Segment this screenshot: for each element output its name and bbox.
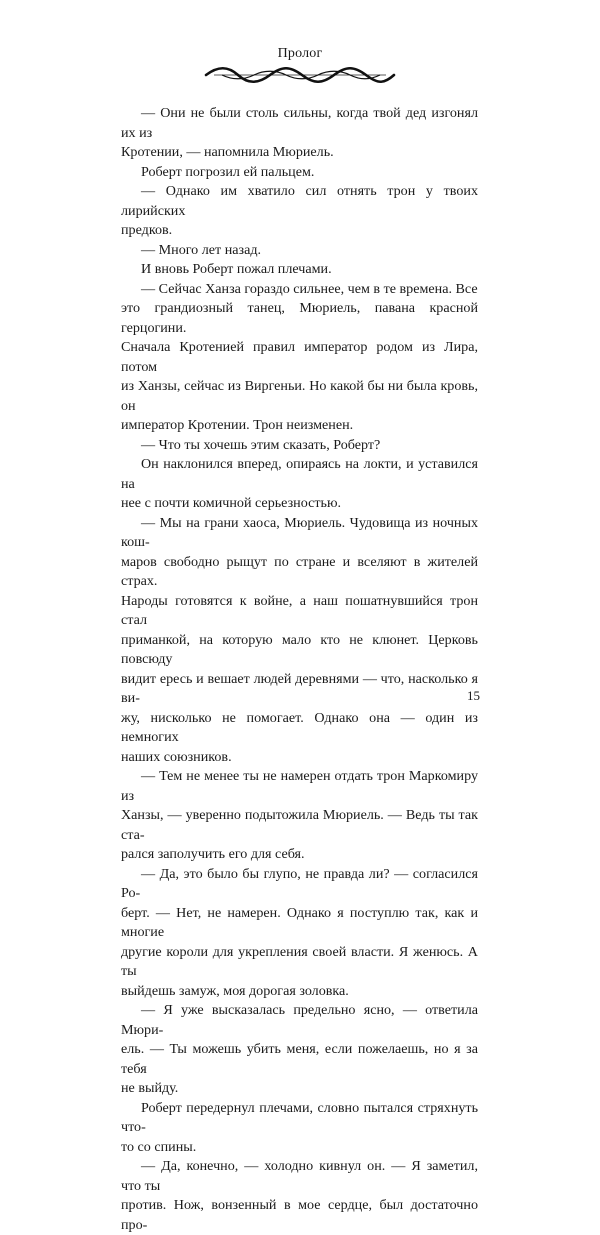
paragraph: Роберт погрозил ей пальцем. (141, 163, 315, 180)
paragraph: — Мы на грани хаоса, Мюриель. Чудовища из ночных кош- маров свободно рыщут по стране и вселяют в жителей страх. Народы готовятся к войне, а наш пошатнувшийся трон стал приманкой, на которую мало кто не клюнет. Церковь повсюду видит ересь и вешает людей деревнями — что, насколько я ви- жу, нисколько не помогает. Однако она — один из немногих наших союзников. (121, 514, 478, 765)
paragraph: Он наклонился вперед, опираясь на локти, и уставился на нее с почти комичной серьезностью. (121, 456, 478, 511)
paragraph: И вновь Роберт пожал плечами. (141, 261, 332, 277)
paragraph: — Тем не менее ты не намерен отдать трон Маркомиру из Ханзы, — уверенно подытожила Мюриель. — Ведь ты так ста- рался заполучить его для себя. (121, 768, 478, 862)
paragraph: — Что ты хочешь этим сказать, Роберт? (141, 436, 381, 453)
paragraph: — Однако им хватило сил отнять трон у твоих лирийских предков. (121, 183, 478, 238)
body-text (121, 104, 478, 1235)
paragraph: — Сейчас Ханза гораздо сильнее, чем в те времена. Все это грандиозный танец, Мюриель, павана красной герцогини. Сначала Кротенией правил император родом из Лира, потом из Ханзы, сейчас из Виргеньи. Но какой бы ни была кровь, он император Кротении. Трон неизменен. (121, 280, 478, 433)
paragraph: — Я уже высказалась предельно ясно, — ответила Мюри- ель. — Ты можешь убить меня, если пожелаешь, но я за тебя не выйду. (121, 1002, 478, 1096)
paragraph: Роберт передернул плечами, словно пытался стряхнуть что- то со спины. (121, 1099, 478, 1155)
wave-ornament-icon (200, 63, 400, 87)
paragraph: — Да, конечно, — холодно кивнул он. — Я заметил, что ты против. Нож, вонзенный в мое сердце, был достаточно про- (121, 1158, 478, 1233)
paragraph: — Да, это было бы глупо, не правда ли? — согласился Ро- берт. — Нет, не намерен. Однако я поступлю так, как и многие другие короли для укрепления своей власти. Я женюсь. А ты выйдешь замуж, моя дорогая золовка. (121, 865, 478, 999)
page-number: 15 (467, 688, 480, 703)
paragraph: — Они не были столь сильны, когда твой дед изгонял их из Кротении, — напомнила Мюриель. (121, 105, 478, 160)
chapter-title: Пролог (277, 46, 323, 61)
paragraph: — Много лет назад. (141, 241, 262, 258)
